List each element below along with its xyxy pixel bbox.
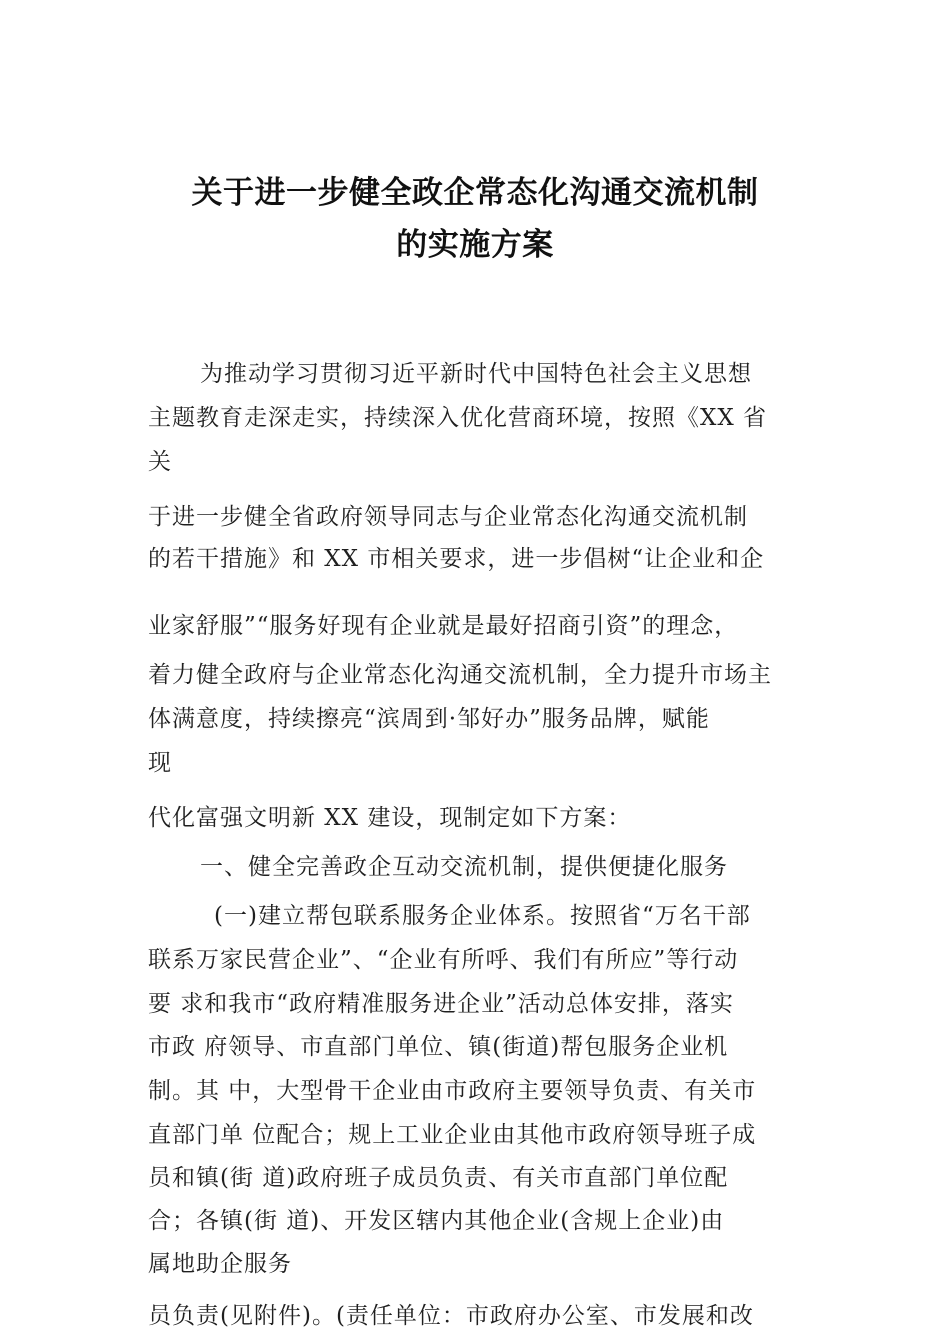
body-line: 联系万家民营企业”、“企业有所呼、我们有所应”等行动 bbox=[148, 947, 739, 973]
body-line: 员负责(见附件)。(责任单位：市政府办公室、市发展和改 bbox=[148, 1303, 754, 1329]
body-line: 着力健全政府与企业常态化沟通交流机制，全力提升市场主 bbox=[148, 662, 772, 688]
body-line: 现 bbox=[148, 750, 172, 776]
body-line: 制。其 中，大型骨干企业由市政府主要领导负责、有关市 bbox=[148, 1078, 757, 1104]
body-line: (一)建立帮包联系服务企业体系。按照省“万名干部 bbox=[214, 903, 751, 929]
body-line: 直部门单 位配合；规上工业企业由其他市政府领导班子成 bbox=[148, 1122, 757, 1148]
body-line: 员和镇(街 道)政府班子成员负责、有关市直部门单位配 bbox=[148, 1165, 729, 1191]
document-title-line-1: 关于进一步健全政企常态化沟通交流机制 bbox=[191, 175, 759, 211]
body-line: 于进一步健全省政府领导同志与企业常态化沟通交流机制 bbox=[148, 504, 748, 530]
document-title-line-2: 的实施方案 bbox=[396, 227, 554, 263]
body-line: 体满意度，持续擦亮“滨周到·邹好办”服务品牌，赋能 bbox=[148, 706, 710, 732]
body-line: 主题教育走深走实，持续深入优化营商环境，按照《XX 省 bbox=[148, 405, 768, 431]
body-line: 业家舒服”“服务好现有企业就是最好招商引资”的理念， bbox=[148, 613, 739, 639]
body-line: 要 求和我市“政府精准服务进企业”活动总体安排，落实 bbox=[148, 991, 734, 1017]
body-line: 属地助企服务 bbox=[148, 1251, 292, 1277]
body-line: 的若干措施》和 XX 市相关要求，进一步倡树“让企业和企 bbox=[148, 546, 765, 572]
body-line: 关 bbox=[148, 449, 172, 475]
body-line: 合；各镇(街 道)、开发区辖内其他企业(含规上企业)由 bbox=[148, 1208, 725, 1234]
body-line: 市政 府领导、市直部门单位、镇(街道)帮包服务企业机 bbox=[148, 1034, 729, 1060]
section-heading: 一、健全完善政企互动交流机制，提供便捷化服务 bbox=[200, 854, 728, 880]
body-line: 为推动学习贯彻习近平新时代中国特色社会主义思想 bbox=[200, 361, 752, 387]
body-line: 代化富强文明新 XX 建设，现制定如下方案： bbox=[148, 805, 632, 831]
